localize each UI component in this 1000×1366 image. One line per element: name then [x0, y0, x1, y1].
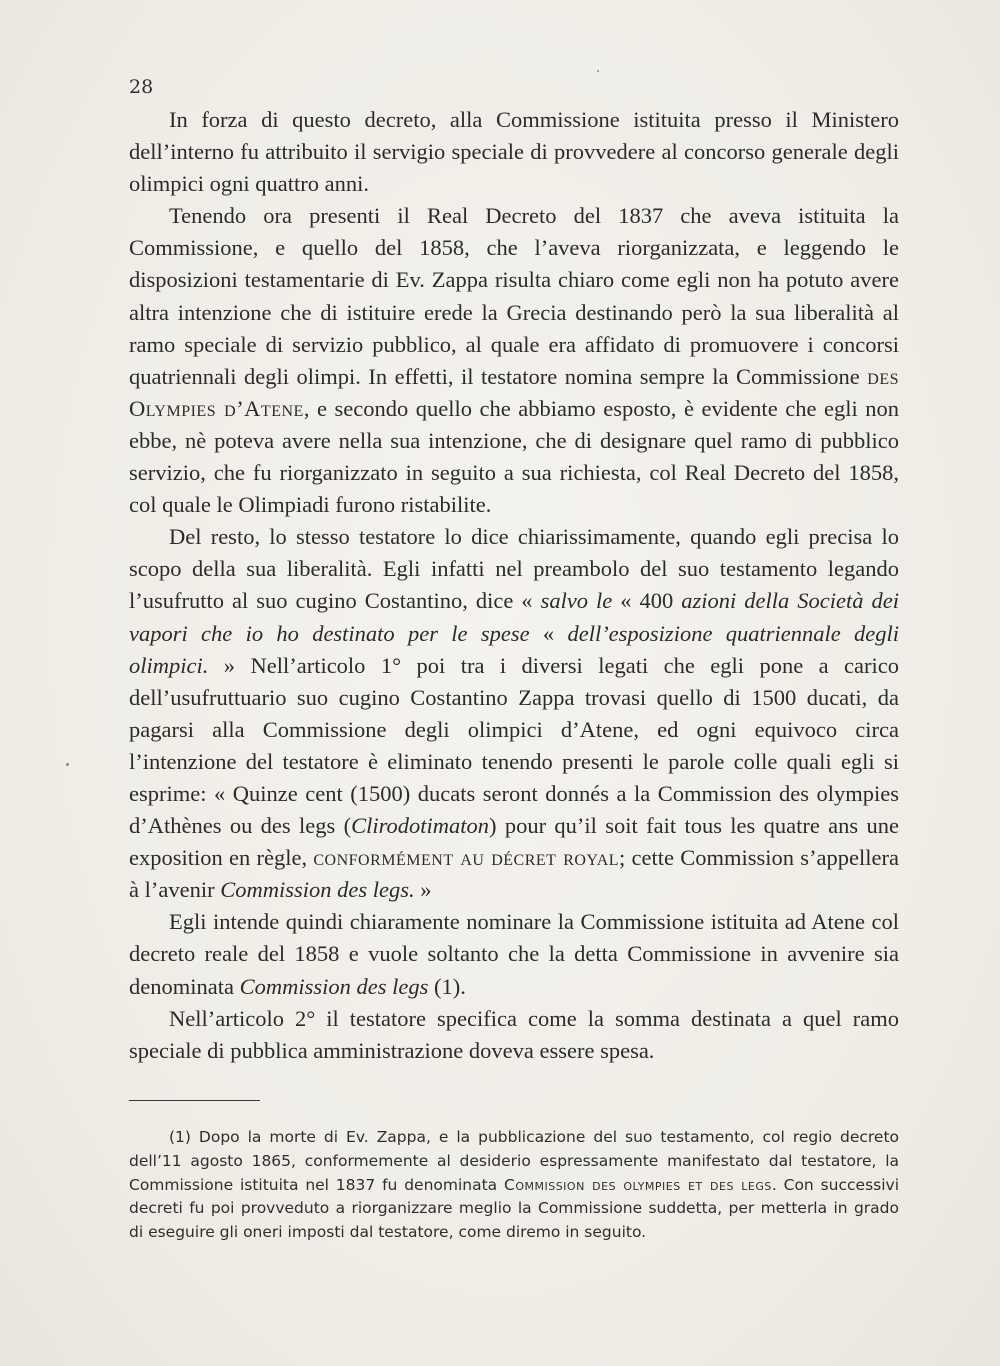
paragraph-3	[129, 521, 899, 906]
footnote-divider	[129, 1100, 260, 1101]
paragraph-3-text-g: »	[414, 877, 432, 903]
paragraph-3-text-a: Del resto, lo stesso testatore lo dice chiarissimamente, quando egli precisa lo scopo della sua liberalità. Egli infatti nel preambolo del suo testamento legando l’usufrutto al suo cugino Costantino, dice «	[129, 524, 899, 614]
paragraph-3-text-e: ) pour qu’il soit fait tous les quatre ans une exposition en règle,	[129, 813, 900, 871]
scan-speck	[597, 70, 599, 72]
paragraph-3-italic-commission-des-legs: Commission des legs.	[220, 877, 415, 903]
paragraph-3-text-f: ; cette Commission s’appellera à l’avenir	[129, 845, 900, 903]
scan-speck	[66, 763, 69, 766]
main-text	[129, 104, 899, 1067]
paragraph-3-quote-italic-2: azioni della Società dei vapori che io ho destinato per le spese	[129, 588, 900, 646]
footnote-1-smallcaps-commission-name: Commission des olympies et des legs	[504, 1175, 772, 1194]
footnote-1	[129, 1126, 899, 1245]
paragraph-2-text-a: Tenendo ora presenti il Real Decreto del 1837 che aveva istituita la Commissione, e quello del 1858, che l’aveva riorganizzata, e leggendo le disposizioni testamentarie di Ev. Zappa risulta chiaro come egli non ha potuto avere altra intenzione che di istituire erede la Grecia destinando però la sua liberalità al ramo speciale di servizio pubblico, al quale era affidato di promuovere i concorsi quatriennali degli olimpi. In effetti, il testatore nomina sempre la Commissione	[129, 203, 899, 389]
paragraph-3-text-c: «	[529, 620, 568, 646]
footnote-1-text-b: . Con successivi decreti fu poi provveduto a riorganizzare meglio la Commissione suddetta, per metterla in grado di eseguire gli oneri imposti dal testatore, come diremo in seguito.	[129, 1175, 900, 1242]
paragraph-3-text-d: » Nell’articolo 1° poi tra i diversi legati che egli pone a carico dell’usufruttuario suo cugino Costantino Zappa trovasi quello di 1500 ducati, da pagarsi alla Commissione degli olimpici d’Atene, ed ogni equivoco circa l’intenzione del testatore è eliminato tenendo presenti le parole colle quali egli si esprime: « Quinze cent (1500) ducats seront donnés a la Commission des olympies d’Athènes ou des legs (	[129, 652, 899, 839]
paragraph-2	[129, 200, 899, 521]
page-number: 28	[129, 76, 154, 98]
paragraph-4-italic-commission-des-legs: Commission des legs	[239, 973, 429, 999]
paragraph-4-footnote-ref: (1).	[428, 973, 466, 999]
paragraph-3-smallcaps-decree: conformément au décret royal	[313, 845, 620, 871]
paragraph-1: In forza di questo decreto, alla Commissione istituita presso il Ministero dell’interno fu attribuito il servigio speciale di provvedere al concorso generale degli olimpici ogni quattro anni.	[129, 107, 899, 197]
paragraph-4-text-a: Egli intende quindi chiaramente nominare la Commissione istituita ad Atene col decreto reale del 1858 e vuole soltanto che la detta Commissione in avvenire sia denominata	[129, 909, 899, 999]
paragraph-2-smallcaps-commission-name: des Olympies d’Atene	[129, 363, 899, 421]
paragraph-5: Nell’articolo 2° il testatore specifica come la somma destinata a quel ramo speciale di pubblica amministrazione doveva essere spesa.	[129, 1005, 899, 1063]
paragraph-3-quote-italic-3: dell’esposizione quatriennale degli olimpici.	[129, 620, 900, 678]
footnote	[129, 1126, 899, 1245]
paragraph-3-quote-italic-1: salvo le	[540, 588, 613, 614]
paragraph-3-text-b: « 400	[612, 588, 682, 614]
footnote-1-text-a: (1) Dopo la morte di Ev. Zappa, e la pubblicazione del suo testamento, col regio decreto dell’11 agosto 1865, conformemente al desiderio espressamente manifestato dal testatore, la Commissione istituita nel 1837 fu denominata	[129, 1128, 899, 1194]
paragraph-4	[129, 906, 899, 1002]
paragraph-3-italic-clirodotimaton: Clirodotimaton	[351, 813, 490, 839]
paragraph-2-text-b: , e secondo quello che abbiamo esposto, è evidente che egli non ebbe, nè poteva avere nella sua intenzione, che di designare quel ramo di pubblico servizio, che fu riorganizzato in seguito a sua richiesta, col Real Decreto del 1858, col quale le Olimpiadi furono ristabilite.	[129, 395, 899, 518]
